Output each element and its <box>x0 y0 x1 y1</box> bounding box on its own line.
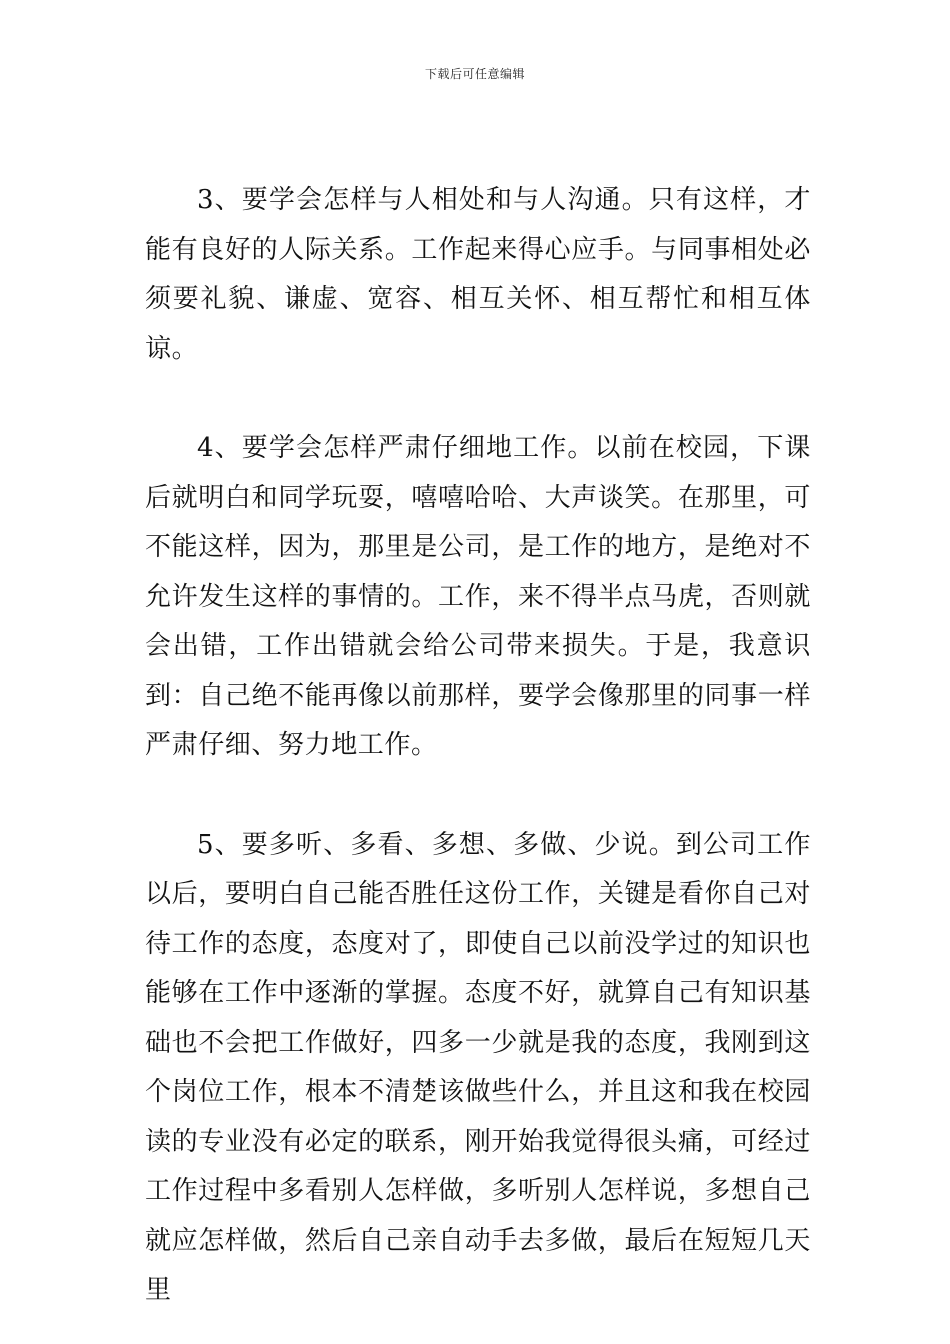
paragraph-item-4: 4、要学会怎样严肃仔细地工作。以前在校园，下课后就明白和同学玩耍，嘻嘻哈哈、大声谈笑。在那里，可不能这样，因为，那里是公司，是工作的地方，是绝对不允许发生这样的事情的。工作，来不得半点马虎，否则就会出错，工作出错就会给公司带来损失。于是，我意识到：自己绝不能再像以前那样，要学会像那里的同事一样严肃仔细、努力地工作。 <box>145 433 811 760</box>
document-body <box>145 176 811 1316</box>
paragraph-item-5: 5、要多听、多看、多想、多做、少说。到公司工作以后，要明白自己能否胜任这份工作，关键是看你自己对待工作的态度，态度对了，即使自己以前没学过的知识也能够在工作中逐渐的掌握。态度不好，就算自己有知识基础也不会把工作做好，四多一少就是我的态度，我刚到这个岗位工作，根本不清楚该做些什么，并且这和我在校园读的专业没有必定的联系，刚开始我觉得很头痛，可经过工作过程中多看别人怎样做，多听别人怎样说，多想自己就应怎样做，然后自己亲自动手去多做，最后在短短几天里 <box>145 829 811 1305</box>
page-header: 下载后可任意编辑 <box>424 67 525 81</box>
paragraph-item-3: 3、要学会怎样与人相处和与人沟通。只有这样，才能有良好的人际关系。工作起来得心应手。与同事相处必须要礼貌、谦虚、宽容、相互关怀、相互帮忙和相互体谅。 <box>145 185 811 364</box>
